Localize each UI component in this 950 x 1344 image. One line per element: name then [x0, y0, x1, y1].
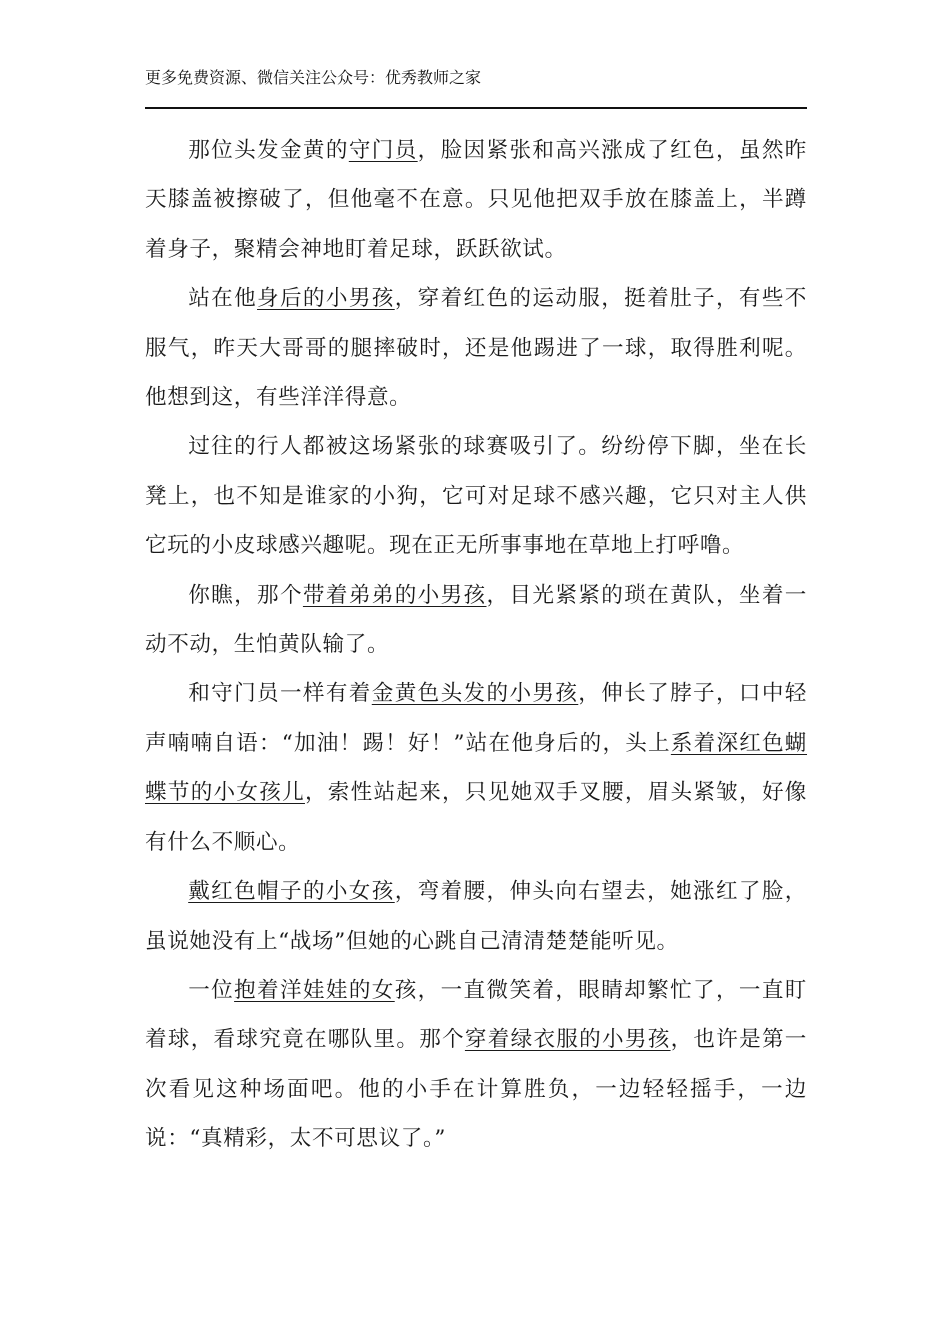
- text-run: ，也许是第一次看见这种场面吧。他的小手在计算胜负，一边轻轻摇手，一边说：“真精彩，太不可思议了。”: [145, 1027, 808, 1152]
- paragraph: [145, 669, 807, 867]
- text-run: 站在他: [188, 286, 258, 312]
- paragraph: [145, 126, 807, 274]
- text-run: 一位: [188, 977, 235, 1003]
- text-run: ，弯着腰，伸头向右望去，她涨红了脸，虽说她没有上“战场”但她的心跳自己清清楚楚能听见。: [145, 879, 807, 954]
- underlined-phrase: 穿着绿衣服的小男孩: [464, 1027, 671, 1053]
- paragraph: [145, 867, 807, 966]
- article-body: [145, 126, 807, 1164]
- text-run: ，索性站起来，只见她双手叉腰，眉头紧皱，好像有什么不顺心。: [145, 780, 807, 855]
- text-run: ，穿着红色的运动服，挺着肚子，有些不服气，昨天大哥哥的腿摔破时，还是他踢进了一球，取得胜利呢。他想到这，有些洋洋得意。: [145, 286, 807, 411]
- text-run: ，目光紧紧的琐在黄队，坐着一动不动，生怕黄队输了。: [145, 582, 807, 658]
- paragraph: [145, 274, 807, 422]
- paragraph: [145, 571, 807, 670]
- header-divider: [145, 107, 807, 109]
- underlined-phrase: 金黄色头发的小男孩: [371, 681, 579, 707]
- text-run: 孩，一直微笑着，眼睛却繁忙了，一直盯着球，看球究竟在哪队里。那个: [145, 977, 807, 1053]
- paragraph: [145, 422, 807, 570]
- underlined-phrase: 系着深红色蝴蝶节的小女孩儿: [145, 730, 808, 806]
- text-run: 那位头发金黄的: [188, 138, 349, 163]
- underlined-phrase: 守门员: [348, 138, 418, 163]
- underlined-phrase: 带着弟弟的小男孩: [302, 582, 487, 608]
- underlined-phrase: 抱着洋娃娃的女: [234, 977, 395, 1003]
- text-run: 和守门员一样有着: [188, 681, 372, 707]
- text-run: 你瞧，那个: [188, 582, 303, 608]
- text-run: ，伸长了脖子，口中轻声喃喃自语：“加油！踢！好！”站在他身后的，头上: [145, 681, 807, 756]
- text-run: ，脸因紧张和高兴涨成了红色，虽然昨天膝盖被擦破了，但他毫不在意。只见他把双手放在膝盖上，半蹲着身子，聚精会神地盯着足球，跃跃欲试。: [145, 138, 807, 262]
- underlined-phrase: 身后的小男孩: [257, 286, 395, 312]
- page-header: 更多免费资源、微信关注公众号：优秀教师之家: [145, 68, 482, 87]
- paragraph: [145, 966, 807, 1164]
- text-run: 过往的行人都被这场紧张的球赛吸引了。纷纷停下脚，坐在长凳上，也不知是谁家的小狗，它可对足球不感兴趣，它只对主人供它玩的小皮球感兴趣呢。现在正无所事事地在草地上打呼噜。: [145, 434, 807, 559]
- underlined-phrase: 戴红色帽子的小女孩: [188, 879, 395, 905]
